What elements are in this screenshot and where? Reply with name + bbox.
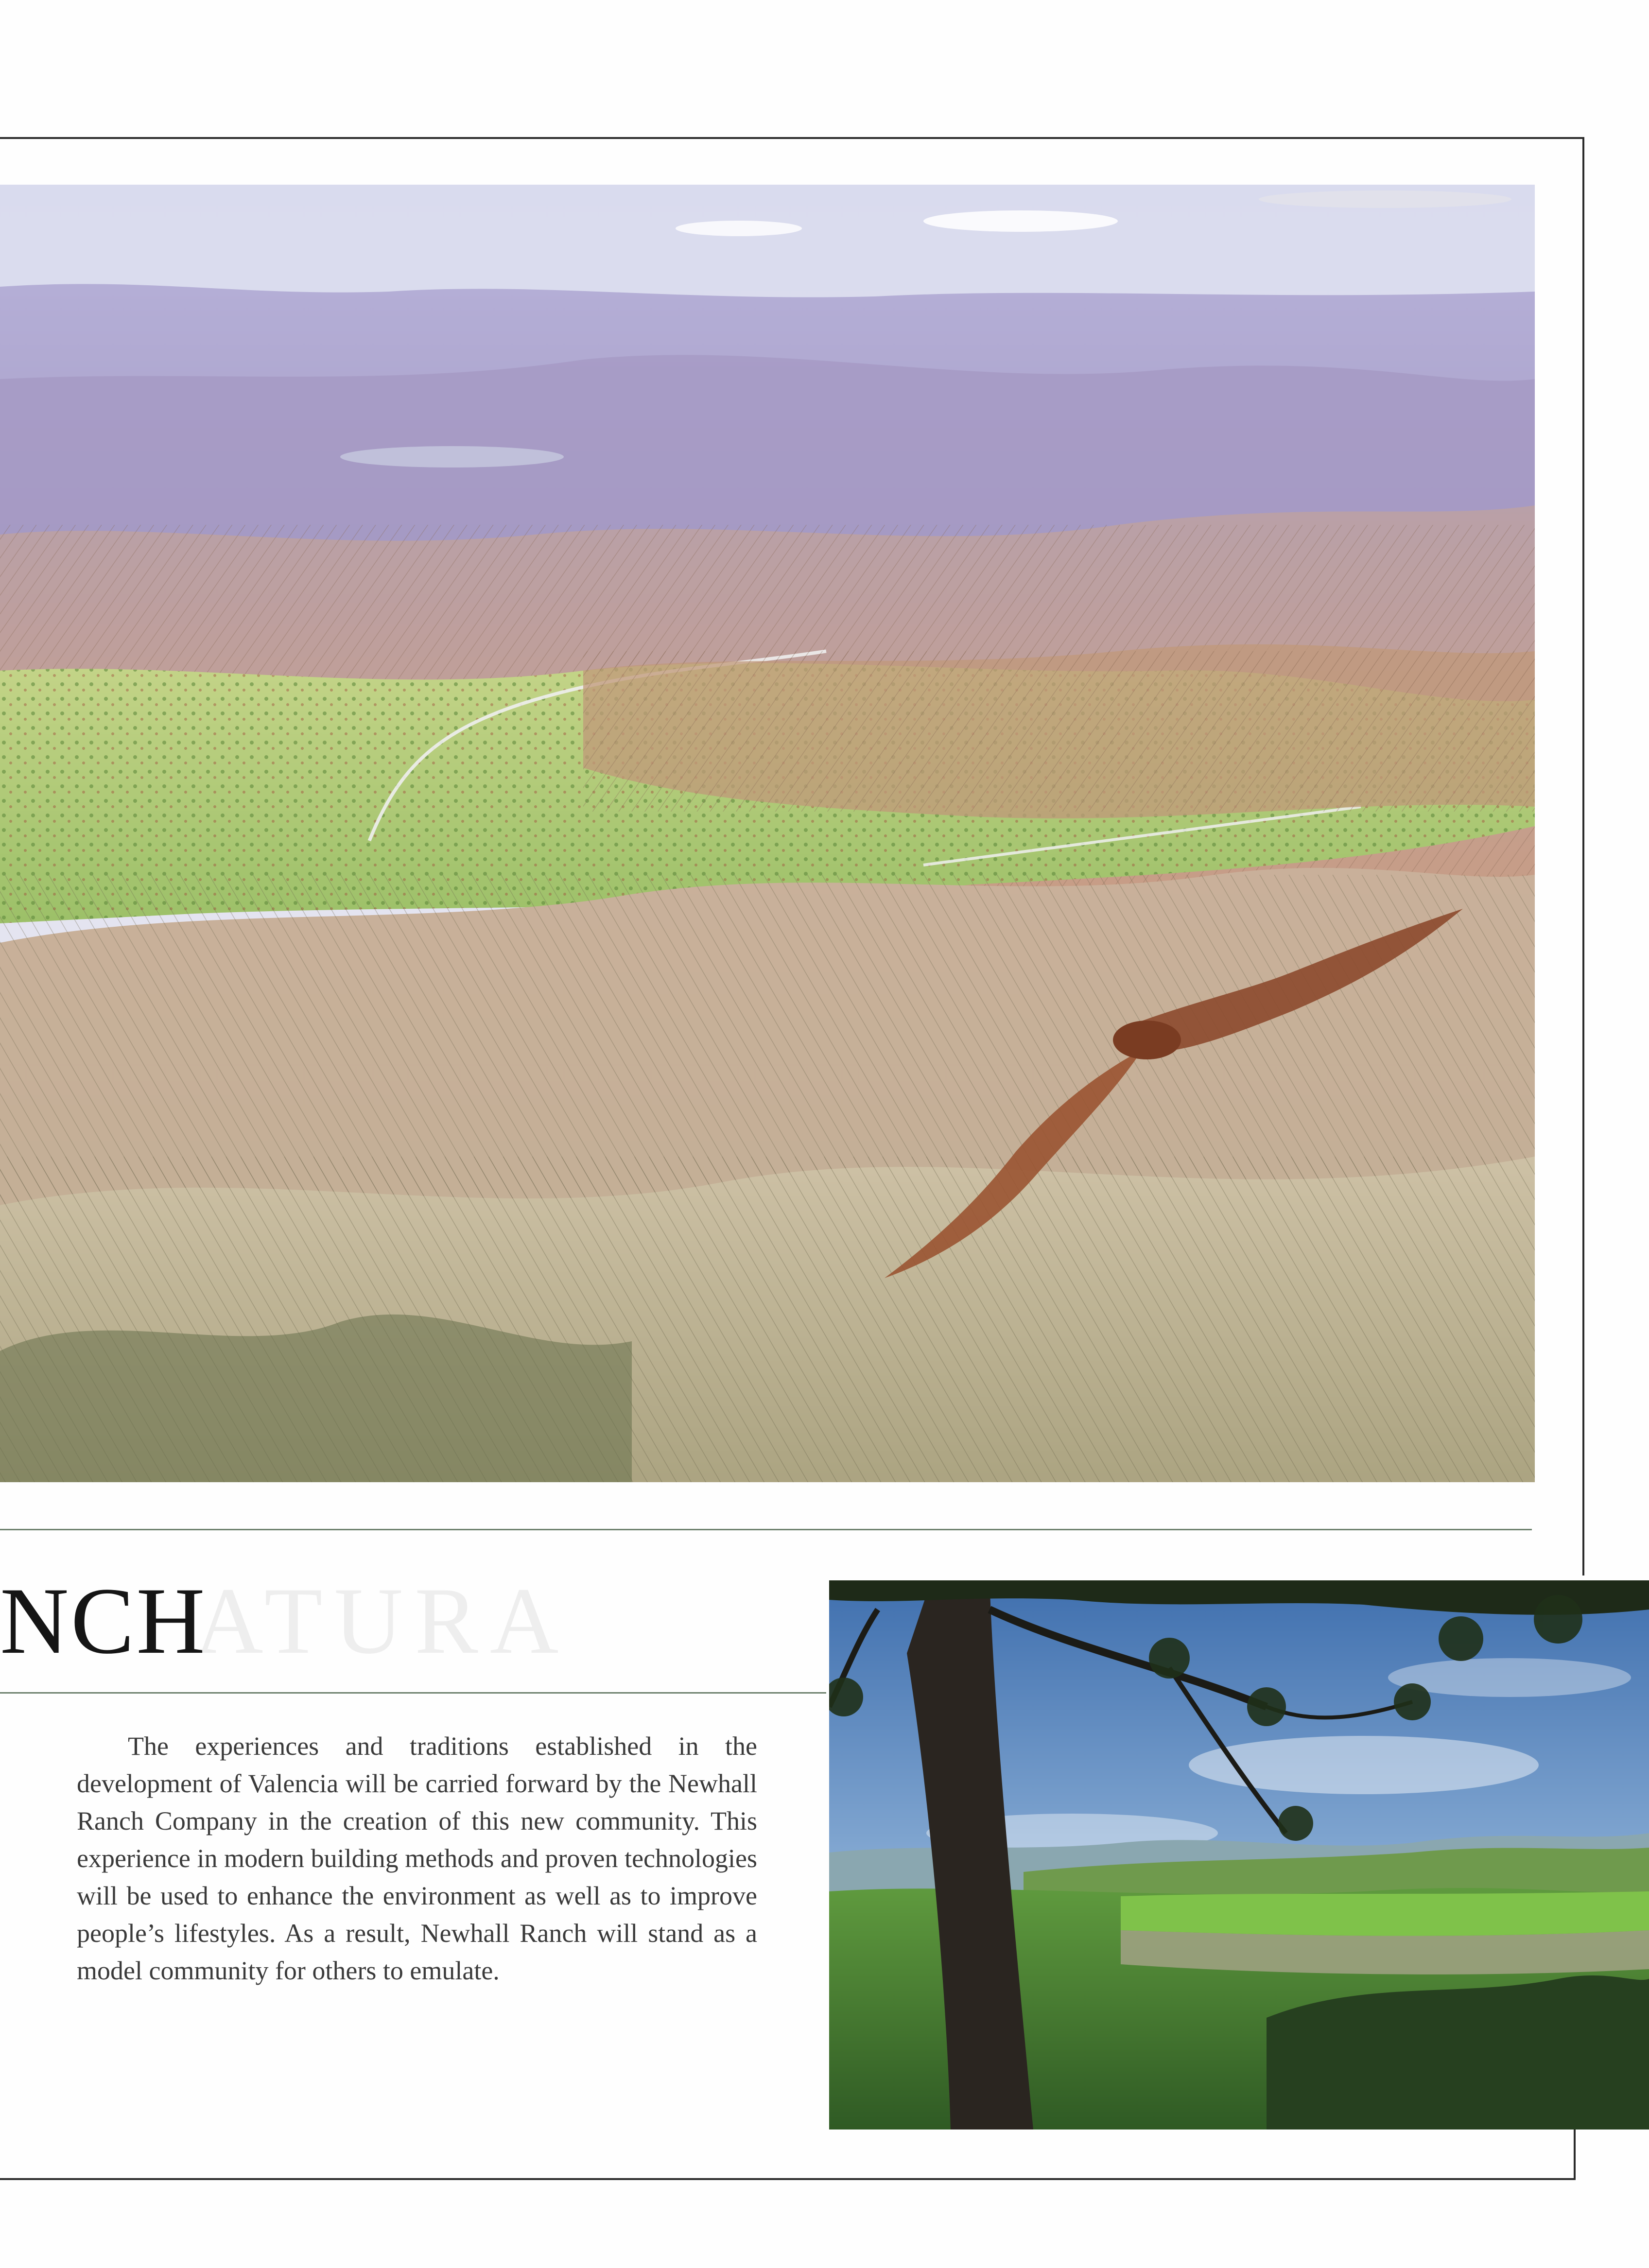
- landscape-illustration-art: [0, 185, 1535, 1482]
- oak-tree-photo-art: [829, 1580, 1649, 2129]
- body-paragraph: The experiences and traditions established in the development of Valencia will be carried forward by the Newhall Ranch Company in the creation of this new community. This experience in modern building methods and proven technologies will be used to enhance the environment as well as to improve people’s lifestyles. As a result, Newhall Ranch will stand as a model community for others to emulate.: [77, 1731, 757, 1985]
- section-rule-top: [0, 1529, 1532, 1530]
- oak-tree-photo: [829, 1580, 1649, 2129]
- ghost-heading: ATURA: [194, 1568, 571, 1674]
- frame-right-lower-line: [1574, 2129, 1576, 2179]
- frame-bottom-line: [0, 2178, 1576, 2180]
- page-heading: NCH: [0, 1568, 207, 1674]
- section-rule-bottom: [0, 1692, 826, 1694]
- landscape-illustration: [0, 185, 1535, 1482]
- frame-right-line: [1582, 137, 1584, 1575]
- frame-top-line: [0, 137, 1584, 139]
